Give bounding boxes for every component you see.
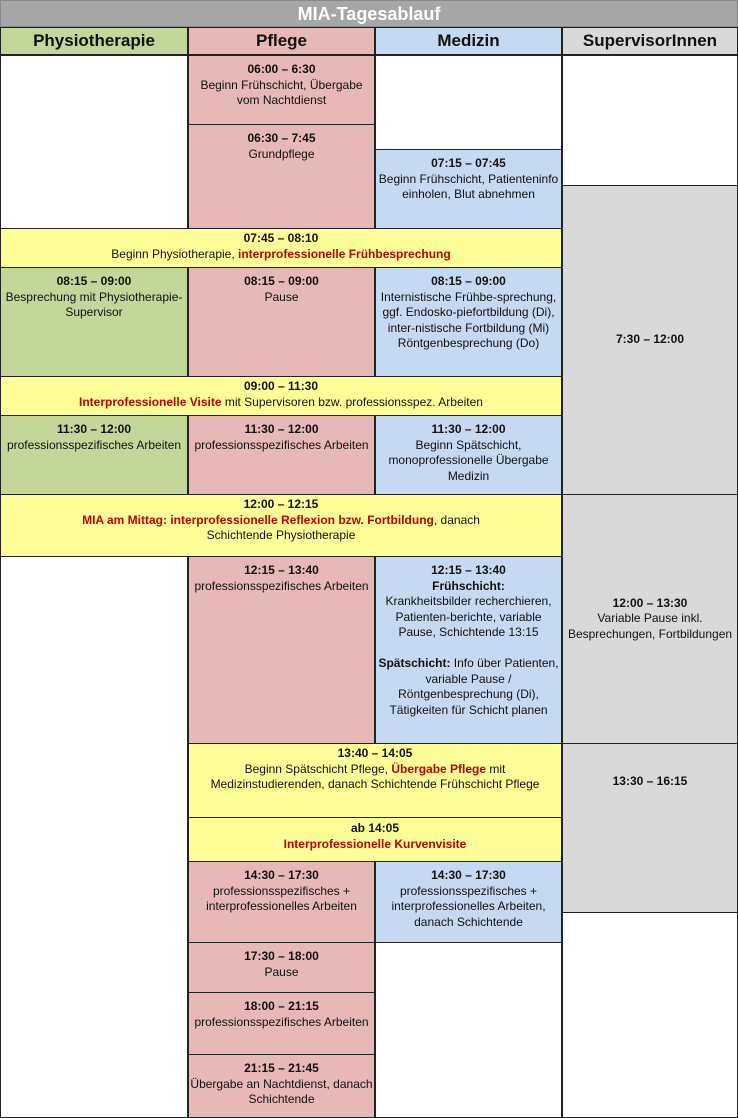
slot-text: professionsspezifisches + interprofessionelles Arbeiten, danach Schichtende	[391, 883, 546, 929]
slot-time: 08:15 – 09:00	[244, 274, 319, 288]
slot-time: 06:00 – 6:30	[247, 62, 316, 76]
slot-time: 08:15 – 09:00	[56, 274, 132, 288]
slot-time: 12:15 – 13:40	[431, 563, 506, 577]
medizin-slot	[375, 415, 562, 495]
medizin-empty-morning	[375, 55, 562, 150]
slot-time: 12:15 – 13:40	[244, 563, 319, 577]
pflege-slot	[188, 267, 375, 377]
slot-time: 08:15 – 09:00	[431, 274, 506, 288]
slot-time: 18:00 – 21:15	[244, 999, 319, 1013]
highlight-text: Übergabe Pflege	[391, 761, 487, 776]
supervisor-slot	[562, 494, 738, 744]
highlight-text: Interprofessionelle Kurvenvisite	[283, 836, 467, 851]
highlight-text: MIA am Mittag: interprofessionelle Reflexion bzw. Fortbildung	[82, 512, 434, 527]
slot-text: professionsspezifisches Arbeiten	[194, 1014, 369, 1029]
highlight-text: Interprofessionelle Visite	[79, 394, 222, 409]
supervisor-empty-evening	[562, 912, 738, 1118]
joint-slot-visite	[0, 376, 562, 416]
header-medizin: Medizin	[375, 27, 562, 55]
slot-time: 14:30 – 17:30	[244, 868, 319, 882]
slot-time: 12:00 – 13:30	[612, 595, 688, 610]
slot-text: mit Medizinstudierenden, danach Schichtende Frühschicht Pflege	[210, 761, 540, 791]
slot-text: Beginn Frühschicht, Patienteninfo einholen, Blut abnehmen	[378, 171, 559, 201]
slot-time: 06:30 – 7:45	[247, 131, 316, 145]
supervisor-empty-morning	[562, 55, 738, 186]
slot-text: Besprechung mit Physiotherapie-Supervisor	[5, 289, 183, 319]
pflege-slot	[188, 415, 375, 495]
slot-text: Pause	[264, 289, 299, 304]
slot-text: professionsspezifisches + interprofessionelles Arbeiten	[206, 883, 357, 913]
header-supervisorinnen: SupervisorInnen	[562, 27, 738, 55]
physio-empty-afternoon	[0, 556, 188, 1118]
joint-slot-uebergabe-pflege	[188, 743, 562, 818]
slot-time: 11:30 – 12:00	[56, 422, 132, 436]
slot-text: Beginn Spätschicht, monoprofessionelle Übergabe Medizin	[388, 437, 549, 483]
slot-text: Grundpflege	[248, 146, 315, 161]
pflege-slot	[188, 124, 375, 229]
medizin-slot	[375, 267, 562, 377]
medizin-empty-evening	[375, 942, 562, 1118]
slot-text: mit Supervisoren bzw. professionsspez. Arbeiten	[221, 394, 483, 409]
slot-time: 11:30 – 12:00	[431, 422, 506, 436]
slot-text: professionsspezifisches Arbeiten	[194, 578, 369, 593]
slot-text: Übergabe an Nachtdienst, danach Schichtende	[190, 1076, 373, 1106]
header-physiotherapie: Physiotherapie	[0, 27, 188, 55]
slot-time: 09:00 – 11:30	[243, 379, 319, 393]
slot-label: Frühschicht:	[432, 578, 505, 593]
slot-time: 12:00 – 12:15	[243, 497, 319, 511]
physio-empty-morning	[0, 55, 188, 229]
joint-slot-mia-am-mittag	[0, 494, 562, 557]
pflege-slot	[188, 556, 375, 744]
pflege-slot	[188, 942, 375, 993]
physio-slot	[0, 415, 188, 495]
slot-text: , danach Schichtende Physiotherapie	[206, 512, 480, 542]
slot-time: 17:30 – 18:00	[244, 949, 319, 963]
pflege-slot	[188, 1054, 375, 1118]
joint-slot-kurvenvisite	[188, 817, 562, 862]
slot-text: Beginn Frühschicht, Übergabe vom Nachtdienst	[200, 77, 363, 107]
medizin-slot	[375, 861, 562, 943]
slot-time: 7:30 – 12:00	[615, 332, 685, 347]
pflege-slot	[188, 55, 375, 125]
medizin-slot	[375, 149, 562, 229]
page-title: MIA-Tagesablauf	[0, 0, 738, 27]
pflege-slot	[188, 861, 375, 943]
slot-time: 07:45 – 08:10	[243, 231, 319, 245]
highlight-text: interprofessionelle Frühbesprechung	[238, 246, 451, 261]
joint-slot-fruehbesprechung	[0, 228, 562, 268]
slot-time: 14:30 – 17:30	[431, 868, 506, 882]
slot-time: ab 14:05	[350, 821, 400, 835]
slot-text: Variable Pause inkl. Besprechungen, Fortbildungen	[567, 611, 733, 641]
slot-time: 11:30 – 12:00	[244, 422, 319, 436]
slot-text: Internistische Frühbe-sprechung, ggf. Endosko-piefortbildung (Di), inter-nistische Fortbildung (Mi) Röntgenbesprechung (Do)	[380, 289, 557, 350]
medizin-slot	[375, 556, 562, 744]
supervisor-slot	[562, 185, 738, 495]
slot-time: 13:40 – 14:05	[337, 746, 413, 760]
slot-text: professionsspezifisches Arbeiten	[6, 437, 182, 452]
slot-text: Beginn Physiotherapie,	[111, 246, 239, 261]
slot-time: 07:15 – 07:45	[431, 156, 506, 170]
pflege-slot	[188, 992, 375, 1055]
slot-time: 13:30 – 16:15	[612, 774, 688, 788]
slot-time: 21:15 – 21:45	[244, 1061, 319, 1075]
supervisor-slot	[562, 743, 738, 913]
slot-text: Beginn Spätschicht Pflege,	[244, 761, 392, 776]
physio-slot	[0, 267, 188, 377]
slot-text: Krankheitsbilder recherchieren, Patienten-berichte, variable Pause, Schichtende 13:15	[385, 594, 552, 639]
slot-text: professionsspezifisches Arbeiten	[194, 437, 369, 452]
slot-label: Spätschicht:	[378, 656, 451, 670]
header-pflege: Pflege	[188, 27, 375, 55]
slot-text: Info über Patienten, variable Pause / Röntgenbesprechung (Di), Tätigkeiten für Schicht planen	[389, 656, 559, 717]
slot-text: Pause	[264, 964, 299, 979]
